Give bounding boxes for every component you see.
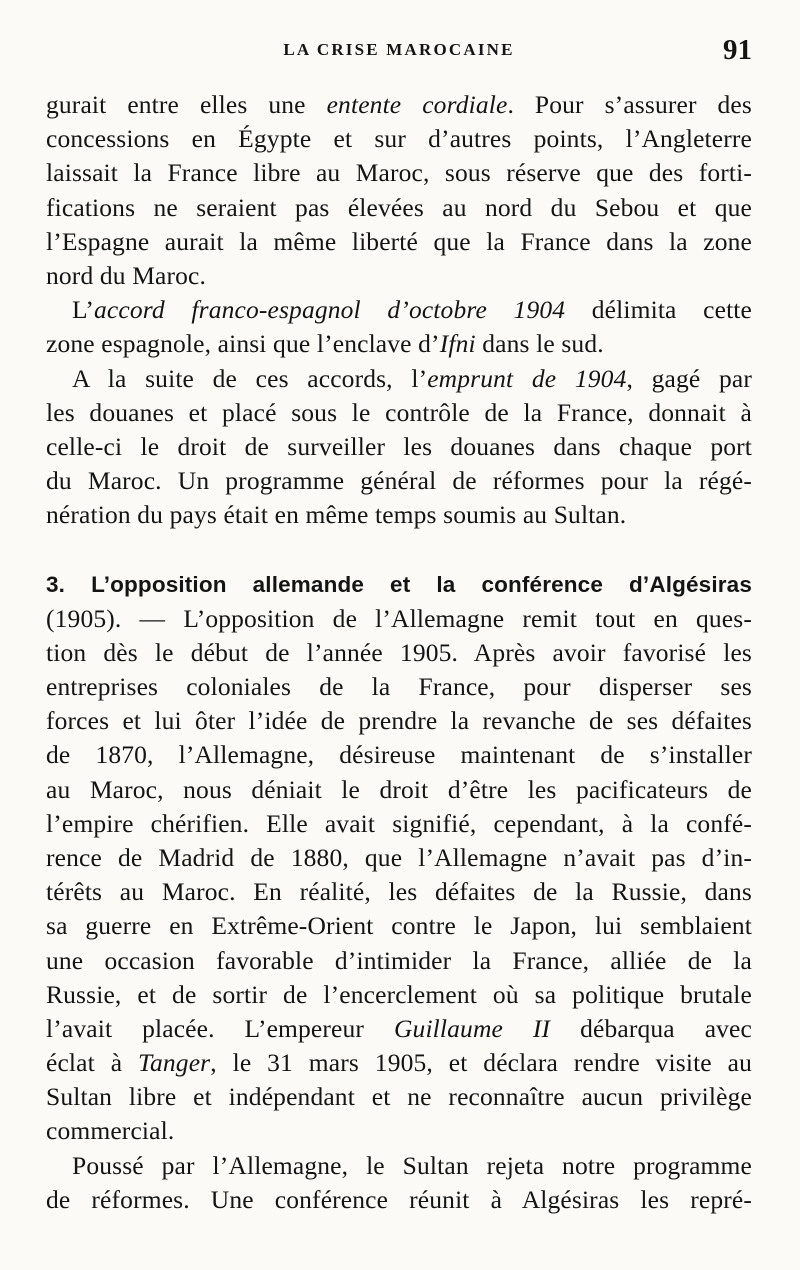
- text-line: [46, 1149, 752, 1183]
- text-segment: (1905). — L’opposition de l’Allemagne remit tout en ques-: [46, 603, 752, 633]
- text-segment: délimita cette: [565, 295, 753, 325]
- text-line: [46, 88, 752, 122]
- text-segment: l’Espagne aurait la même liberté que la France dans la zone: [46, 226, 752, 256]
- text-segment: du Maroc. Un programme général de réformes pour la régé-: [46, 466, 752, 496]
- emphasis-text: Tanger: [138, 1048, 211, 1078]
- text-line: [46, 841, 752, 875]
- text-segment: dans le sud.: [475, 329, 604, 359]
- text-line: [46, 704, 752, 738]
- text-segment: nération du pays était en même temps soumis au Sultan.: [46, 500, 627, 530]
- emphasis-text: emprunt de 1904: [427, 363, 627, 393]
- text-segment: forces et lui ôter l’idée de prendre la revanche de ses défaites: [46, 706, 752, 736]
- text-segment: A la suite de ces accords, l’: [72, 363, 428, 393]
- running-title: LA CRISE MAROCAINE: [283, 40, 515, 59]
- text-line: [46, 156, 752, 190]
- text-line: [46, 191, 752, 225]
- text-line: [46, 293, 752, 327]
- text-line: [46, 875, 752, 909]
- text-segment: éclat à: [46, 1048, 139, 1078]
- text-segment: au Maroc, nous déniait le droit d’être les pacificateurs de: [46, 774, 752, 804]
- text-segment: nord du Maroc.: [46, 260, 207, 290]
- text-segment: les douanes et placé sous le contrôle de la France, donnait à: [46, 397, 752, 427]
- section-gap: [46, 532, 752, 567]
- emphasis-text: Guillaume II: [393, 1013, 551, 1043]
- text-segment: Sultan libre et indépendant et ne reconnaître aucun privilège: [46, 1082, 752, 1112]
- text-segment: entreprises coloniales de la France, pour disperser ses: [46, 672, 752, 701]
- text-segment: térêts au Maroc. En réalité, les défaites de la Russie, dans: [46, 877, 752, 907]
- text-line: [46, 1012, 752, 1046]
- paragraph: [46, 1149, 752, 1217]
- text-segment: , gagé par: [626, 363, 753, 393]
- body-text: [46, 88, 752, 1217]
- text-line: [46, 773, 752, 807]
- text-line: [46, 567, 752, 601]
- text-line: [46, 498, 752, 532]
- page-header: [46, 34, 752, 70]
- text-segment: , le 31 mars 1905, et déclara rendre visite au: [210, 1048, 752, 1078]
- text-segment: concessions en Égypte et sur d’autres points, l’Angleterre: [46, 124, 752, 154]
- text-line: [46, 670, 752, 704]
- text-segment: l’avait placée. L’empereur: [46, 1013, 394, 1043]
- text-segment: rence de Madrid de 1880, que l’Allemagne n’avait pas d’in-: [46, 842, 752, 872]
- text-segment: l’empire chérifien. Elle avait signifié, cependant, à la confé-: [46, 808, 752, 838]
- text-line: [46, 396, 752, 430]
- text-line: [46, 738, 752, 772]
- text-segment: Poussé par l’Allemagne, le Sultan rejeta notre programme: [72, 1150, 752, 1180]
- text-segment: zone espagnole, ainsi que l’enclave d’: [46, 329, 440, 359]
- text-segment: . Pour s’assurer des: [507, 90, 752, 119]
- text-line: [46, 362, 752, 396]
- paragraph: [46, 567, 752, 1148]
- text-segment: une occasion favorable d’intimider la France, alliée de la: [46, 945, 752, 975]
- section-heading: 3. L’opposition allemande et la conférence d’Algésiras: [46, 572, 752, 598]
- text-segment: celle-ci le droit de surveiller les douanes dans chaque port: [46, 431, 752, 461]
- text-line: [46, 1183, 752, 1217]
- text-line: [46, 602, 752, 636]
- text-segment: gurait entre elles une: [46, 90, 327, 119]
- text-line: [46, 1046, 752, 1080]
- page-number: 91: [723, 34, 752, 66]
- paragraph: [46, 362, 752, 533]
- paragraph: [46, 88, 752, 293]
- text-line: [46, 122, 752, 156]
- text-line: [46, 464, 752, 498]
- text-line: [46, 1080, 752, 1114]
- text-segment: de réformes. Une conférence réunit à Algésiras les repré-: [46, 1184, 752, 1214]
- text-line: [46, 944, 752, 978]
- text-segment: tion dès le début de l’année 1905. Après avoir favorisé les: [46, 637, 752, 667]
- text-line: [46, 909, 752, 943]
- text-line: [46, 225, 752, 259]
- emphasis-text: entente cordiale: [326, 90, 508, 119]
- paragraph: [46, 293, 752, 361]
- text-segment: Russie, et de sortir de l’encerclement où sa politique brutale: [46, 979, 752, 1009]
- text-line: [46, 259, 752, 293]
- text-line: [46, 1114, 752, 1148]
- text-line: [46, 978, 752, 1012]
- text-line: [46, 807, 752, 841]
- text-segment: sa guerre en Extrême-Orient contre le Japon, lui semblaient: [46, 911, 752, 941]
- emphasis-text: accord franco-espagnol d’octobre 1904: [94, 295, 566, 325]
- text-line: [46, 636, 752, 670]
- text-segment: de 1870, l’Allemagne, désireuse maintenant de s’installer: [46, 740, 752, 770]
- text-segment: fications ne seraient pas élevées au nord du Sebou et que: [46, 192, 752, 222]
- text-line: [46, 430, 752, 464]
- text-segment: L’: [72, 295, 95, 325]
- emphasis-text: Ifni: [439, 329, 476, 359]
- text-segment: débarqua avec: [550, 1013, 752, 1043]
- text-line: [46, 327, 752, 361]
- text-segment: laissait la France libre au Maroc, sous réserve que des forti-: [46, 158, 752, 188]
- text-segment: commercial.: [46, 1116, 175, 1146]
